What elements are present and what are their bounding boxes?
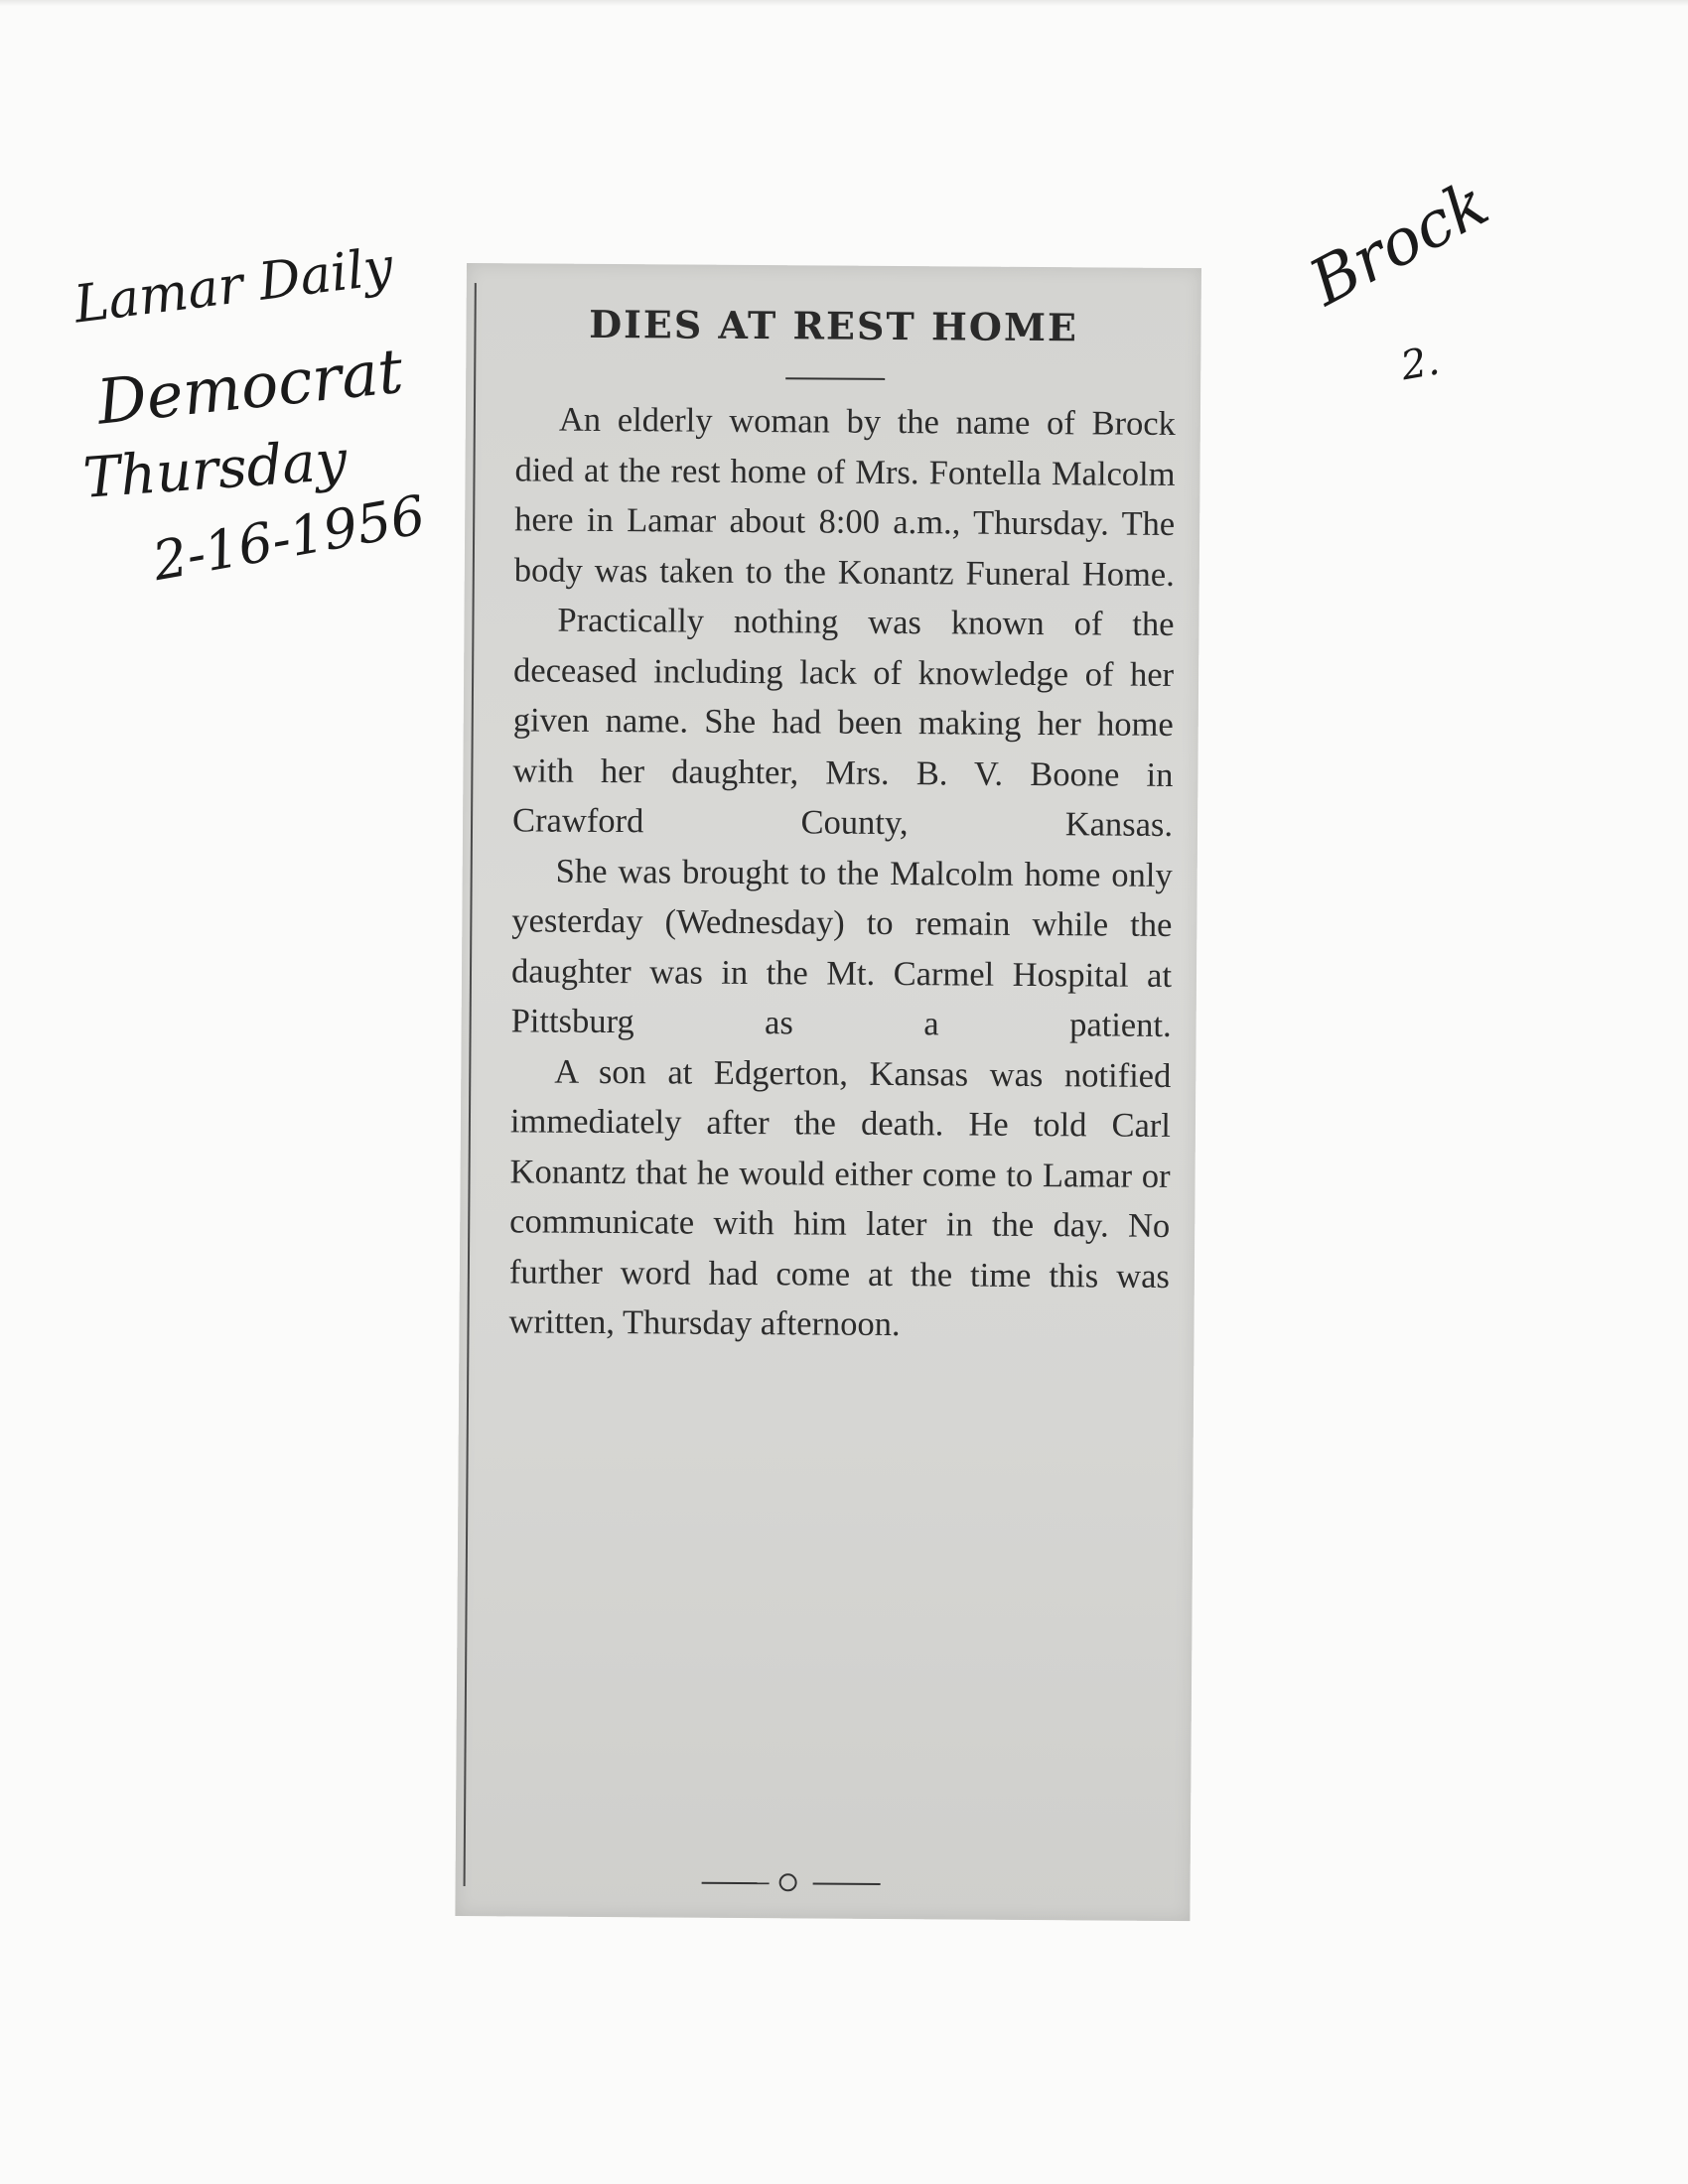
article-paragraph: Practically nothing was known of the deceased including lack of knowledge of her given name. She had been making her home with her daughter, Mrs. B. V. Boone in Crawford County, Kansas. [511, 601, 1175, 844]
headline-rule [785, 377, 885, 380]
handwritten-surname: Brock [1298, 167, 1500, 321]
clipping-column-rule [464, 283, 477, 1886]
end-of-article-mark [702, 1871, 881, 1896]
clipping-headline: DIES AT REST HOME [589, 301, 1079, 350]
article-paragraph: A son at Edgerton, Kansas was notified immediately after the death. He told Carl Konantz that he would either come to Lamar or communicate with him later in the day. No further word had come at the time this was written, Thursday afternoon. [508, 1052, 1172, 1344]
handwritten-edition: Democrat [93, 334, 407, 439]
handwritten-number: 2. [1397, 338, 1444, 390]
newspaper-clipping [455, 263, 1201, 1921]
article-paragraph: An elderly woman by the name of Brock died at the rest home of Mrs. Fontella Malcolm here in Lamar about 8:00 a.m., Thursday. The body was taken to the Konantz Funeral Home. [513, 400, 1177, 594]
handwritten-date: 2-16-1956 [148, 482, 430, 594]
article-body [508, 394, 1176, 1351]
handwritten-day: Thursday [80, 428, 350, 511]
article-paragraph: She was brought to the Malcolm home only yesterday (Wednesday) to remain while the daughter was in the Mt. Carmel Hospital at Pittsburg as a patient. [510, 852, 1173, 1044]
scan-edge [0, 0, 1688, 6]
handwritten-paper-name: Lamar Daily [70, 236, 396, 336]
